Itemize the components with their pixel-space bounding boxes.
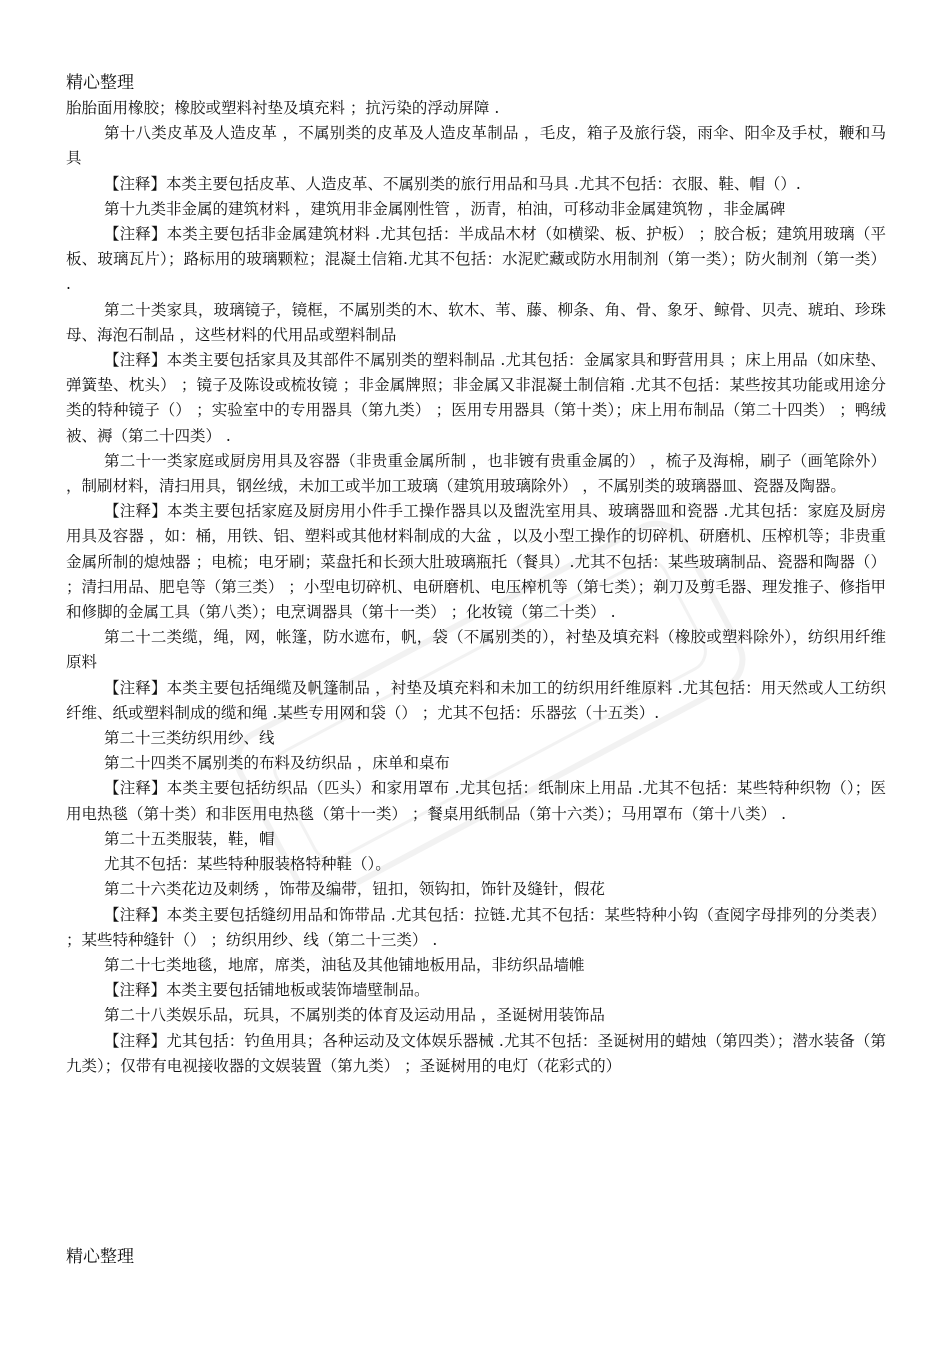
paragraph: 第二十六类花边及刺绣 ，饰带及编带，钮扣，领钩扣，饰针及缝针，假花 [104,880,605,899]
paragraph: 第二十二类缆，绳，网，帐篷，防水遮布，帆，袋（不属别类的），衬垫及填充料（橡胶或塑料除外），纺织用纤维原料 [66,628,886,672]
paragraph: 第十九类非金属的建筑材料 ，建筑用非金属刚性管 ，沥青，柏油，可移动非金属建筑物 ，非金属碑 [104,199,786,218]
paragraph: 第十八类皮革及人造皮革 ，不属别类的皮革及人造皮革制品 ，毛皮，箱子及旅行袋，雨伞、阳伞及手杖，鞭和马具 [66,124,886,168]
document-body [66,96,886,1079]
paragraph: 【注释】本类主要包括皮革、人造皮革、不属别类的旅行用品和马具 .尤其不包括：衣服、鞋、帽（）. [104,174,801,193]
page-footer: 精心整理 [66,1247,134,1267]
page-header: 精心整理 [66,73,134,93]
paragraph: 【注释】本类主要包括家具及其部件不属别类的塑料制品 .尤其包括：金属家具和野营用具 ；床上用品（如床垫、弹簧垫、枕头） ；镜子及陈设或梳妆镜 ；非金属牌照；非金属又非混凝土制信箱 .尤其不包括：某些按其功能或用途分类的特种镜子（） ；实验室中的专用器具（第九类） ；医用专用器具（第十类）；床上用布制品（第二十四类） ；鸭绒被、褥（第二十四类） . [66,351,886,445]
paragraph: 胎胎面用橡胶；橡胶或塑料衬垫及填充料 ；抗污染的浮动屏障 . [66,99,500,117]
document-page [66,70,886,1079]
paragraph: 【注释】本类主要包括铺地板或装饰墙壁制品。 [104,981,430,1000]
paragraph: 【注释】本类主要包括家庭及厨房用小件手工操作器具以及盥洗室用具、玻璃器皿和瓷器 .尤其包括：家庭及厨房用具及容器 ，如：桶，用铁、铝、塑料或其他材料制成的大盆 ，以及小型工操作的切碎机、研磨机、压榨机等；非贵重金属所制的熄烛器 ；电梳；电牙刷；菜盘托和长颈大肚玻璃瓶托（餐具）.尤其不包括：某些玻璃制品、瓷器和陶器（） ；清扫用品、肥皂等（第三类） ；小型电切碎机、电研磨机、电压榨机等（第七类）；剃刀及剪毛器、理发推子、修指甲和修脚的金属工具（第八类）；电烹调器具（第十一类） ；化妆镜（第二十类） . [66,502,886,622]
paragraph: 第二十三类纺织用纱、线 [104,729,275,748]
paragraph: 第二十四类不属别类的布料及纺织品 ，床单和桌布 [104,754,450,773]
paragraph: 【注释】尤其包括：钓鱼用具；各种运动及文体娱乐器械 .尤其不包括：圣诞树用的蜡烛（第四类）；潜水装备（第九类）；仅带有电视接收器的文娱装置（第九类） ；圣诞树用的电灯（花彩式的） [66,1031,886,1075]
paragraph: 第二十五类服装，鞋，帽 [104,829,275,848]
paragraph: 第二十七类地毯，地席，席类，油毡及其他铺地板用品，非纺织品墙帷 [104,955,585,974]
paragraph: 第二十一类家庭或厨房用具及容器（非贵重金属所制 ，也非镀有贵重金属的） ，梳子及海棉，刷子（画笔除外） ，制刷材料，清扫用具，钢丝绒，未加工或半加工玻璃（建筑用玻璃除外） ，不属别类的玻璃器皿、瓷器及陶器。 [66,451,886,496]
paragraph: 第二十八类娱乐品，玩具，不属别类的体育及运动用品 ，圣诞树用装饰品 [104,1006,605,1025]
paragraph: 【注释】本类主要包括非金属建筑材料 .尤其包括：半成品木材（如横梁、板、护板） ；胶合板；建筑用玻璃（平板、玻璃瓦片）；路标用的玻璃颗粒；混凝土信箱.尤其不包括：水泥贮藏或防水用制剂（第一类）；防火制剂（第一类） . [66,225,886,294]
paragraph: 【注释】本类主要包括纺织品（匹头）和家用罩布 .尤其包括：纸制床上用品 .尤其不包括：某些特种织物（）；医用电热毯（第十类）和非医用电热毯（第十一类） ；餐桌用纸制品（第十六类）；马用罩布（第十八类） . [66,779,886,823]
paragraph: 第二十类家具，玻璃镜子，镜框，不属别类的木、软木、苇、藤、柳条、角、骨、象牙、鲸骨、贝壳、琥珀、珍珠母、海泡石制品 ，这些材料的代用品或塑料制品 [66,300,886,344]
paragraph: 【注释】本类主要包括缝纫用品和饰带品 .尤其包括：拉链.尤其不包括：某些特种小钩（查阅字母排列的分类表） ；某些特种缝针（） ；纺织用纱、线（第二十三类） . [66,905,886,949]
paragraph: 尤其不包括：某些特种服装格特种鞋（）。 [104,855,391,874]
paragraph: 【注释】本类主要包括绳缆及帆篷制品 ，衬垫及填充料和未加工的纺织用纤维原料 .尤其包括：用天然或人工纺织纤维、纸或塑料制成的缆和绳 .某些专用网和袋（） ；尤其不包括：乐器弦（十五类）. [66,678,886,722]
